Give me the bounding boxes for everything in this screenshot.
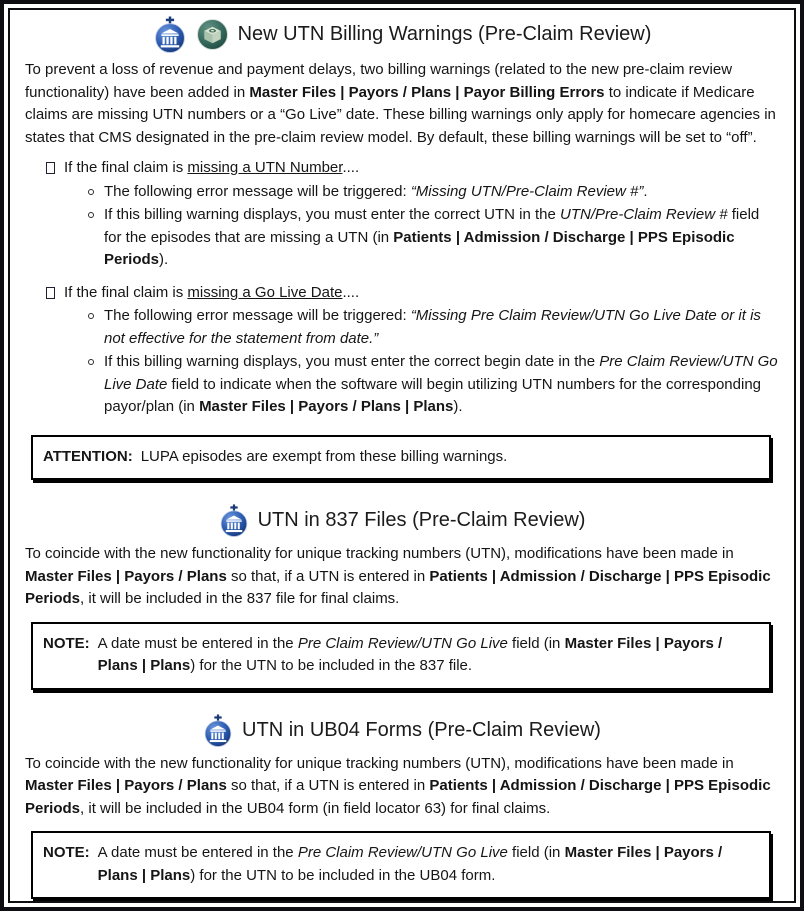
note-label: NOTE: bbox=[43, 844, 90, 861]
section1-title: New UTN Billing Warnings (Pre-Claim Review) bbox=[237, 23, 652, 45]
section3-intro-paragraph: To coincide with the new functionality for unique tracking numbers (UTN), modifications have been made in Master Files | Payors / Plans so that, if a UTN is entered in Patients | Admission / Discharge | PPS Episodic Periods, it will be included in the UB04 form (in field locator 63) for final claims. bbox=[25, 754, 771, 817]
sub-bullet-item bbox=[88, 305, 779, 350]
section2-heading bbox=[25, 504, 779, 537]
note-text: A date must be entered in the Pre Claim Review/UTN Go Live field (in Master Files | Payors / Plans | Plans) for the UTN to be included in the UB04 form. bbox=[97, 844, 723, 884]
circle-bullet-icon bbox=[88, 212, 94, 218]
checkbox-bullet-icon bbox=[46, 162, 55, 174]
section3-title: UTN in UB04 Forms (Pre-Claim Review) bbox=[242, 718, 601, 741]
attention-box bbox=[31, 435, 771, 481]
section2-intro-paragraph: To coincide with the new functionality for unique tracking numbers (UTN), modifications have been made in Master Files | Payors / Plans so that, if a UTN is entered in Patients | Admission / Discharge | PPS Episodic Periods, it will be included in the 837 file for final claims. bbox=[25, 545, 771, 607]
circle-bullet-icon bbox=[88, 313, 94, 319]
note-box-837 bbox=[31, 622, 771, 690]
note-label: NOTE: bbox=[43, 634, 90, 652]
module-box-icon bbox=[196, 18, 229, 51]
bullet-text: If the final claim is missing a UTN Number.... bbox=[64, 159, 360, 176]
bullet-item-go-live-date bbox=[46, 282, 779, 305]
bank-building-icon bbox=[219, 504, 249, 537]
sub-bullet-text: The following error message will be triggered: “Missing UTN/Pre-Claim Review #”. bbox=[104, 182, 648, 200]
section3-heading bbox=[25, 714, 779, 747]
sub-bullet-text: The following error message will be triggered: “Missing Pre Claim Review/UTN Go Live Date or it is not effective for the statement from date.” bbox=[104, 307, 761, 347]
bullet-text: If the final claim is missing a Go Live Date.... bbox=[64, 283, 360, 301]
sub-bullet-text: If this billing warning displays, you must enter the correct UTN in the UTN/Pre-Claim Review # field for the episodes that are missing a UTN (in Patients | Admission / Discharge | PPS Episodic Periods). bbox=[104, 206, 760, 268]
section2-title: UTN in 837 Files (Pre-Claim Review) bbox=[257, 509, 586, 531]
note-box-ub04 bbox=[31, 831, 771, 899]
note-text: A date must be entered in the Pre Claim Review/UTN Go Live field (in Master Files | Payors / Plans | Plans) for the UTN to be included in the 837 file. bbox=[97, 634, 723, 674]
sub-bullet-item bbox=[88, 181, 779, 204]
circle-bullet-icon bbox=[88, 189, 94, 195]
document-page bbox=[8, 8, 796, 903]
sub-bullet-item bbox=[88, 204, 779, 272]
checkbox-bullet-icon bbox=[46, 287, 55, 299]
circle-bullet-icon bbox=[88, 359, 94, 365]
section1-heading bbox=[25, 16, 779, 53]
section1-intro-paragraph: To prevent a loss of revenue and payment delays, two billing warnings (related to the new pre-claim review functionality) have been added in Master Files | Payors / Plans | Payor Billing Errors to indicate if Medicare claims are missing UTN numbers or a “Go Live” date. These billing warnings only apply for homecare agencies in states that CMS designated in the pre-claim review model. By default, these billing warnings will be set to “off”. bbox=[25, 61, 776, 146]
bank-building-icon bbox=[153, 16, 187, 53]
bank-building-icon bbox=[203, 714, 233, 747]
attention-text: LUPA episodes are exempt from these billing warnings. bbox=[140, 447, 508, 465]
attention-label: ATTENTION: bbox=[43, 447, 133, 465]
sub-bullet-text: If this billing warning displays, you must enter the correct begin date in the Pre Claim Review/UTN Go Live Date field to indicate when the software will begin utilizing UTN numbers for the corresponding payor/plan (in Master Files | Payors / Plans | Plans). bbox=[104, 353, 778, 415]
bullet-item-utn-number bbox=[46, 157, 779, 180]
sub-bullet-item bbox=[88, 351, 779, 419]
